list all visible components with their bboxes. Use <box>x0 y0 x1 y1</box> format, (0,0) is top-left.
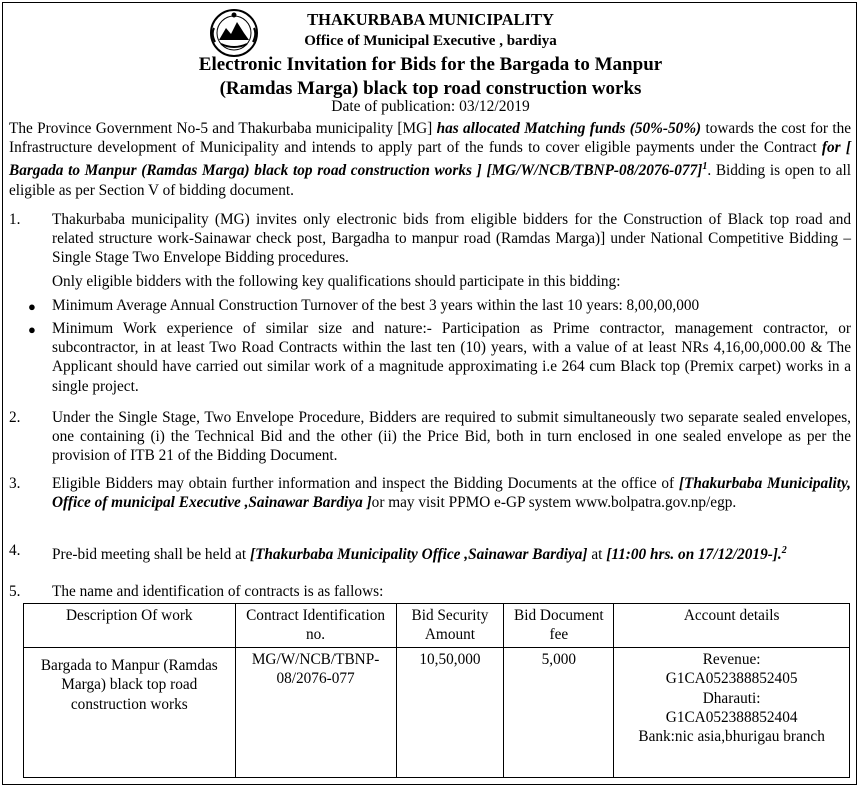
item-1-text: Thakurbaba municipality (MG) invites only electronic bids from eligible bidders for the Construction of Black top road and related structure work-Sainawar check post, Bargadha to manpur road (Ramdas Marga)] under National Competitive Bidding – Single Stage Two Envelope Bidding procedures. <box>52 211 851 267</box>
column-header: Contract Identification no. <box>235 604 396 648</box>
intro-paragraph: The Province Government No-5 and Thakurbaba municipality [MG] has allocated Matching funds (50%-50%) towards the cost for the Infrastructure development of Municipality and intends to apply part of the funds to cover eligible payments under the Contract for [ Bargada to Manpur (Ramdas Marga) black top road construction works ] [MG/W/NCB/TBNP-08/2076-077]$^1$. Bidding is open to all eligible as per Section V of bidding document. <box>9 120 852 199</box>
column-header: Bid Security Amount <box>396 604 504 648</box>
contract-id-cell: MG/W/NCB/TBNP-08/2076-077 <box>235 647 396 777</box>
item-1-sub: Only eligible bidders with the following key qualifications should participate in this bidding: <box>52 273 621 290</box>
item-5-text: The name and identification of contracts is as fallows: <box>52 583 384 600</box>
account-line: Dharauti: <box>702 689 761 707</box>
bid-security-cell: 10,50,000 <box>396 647 504 777</box>
bullet-icon: ● <box>28 299 36 314</box>
publication-date: Date of publication: 03/12/2019 <box>331 98 530 115</box>
bid-fee-cell: 5,000 <box>504 647 614 777</box>
org-name: THAKURBABA MUNICIPALITY <box>307 10 554 29</box>
account-line: G1CA052388852405 <box>665 670 798 688</box>
item-2-text: Under the Single Stage, Two Envelope Procedure, Bidders are required to submit simultaneously two separate sealed envelopes, one containing (i) the Technical Bid and the other (ii) the Price Bid, both in turn enclosed in one sealed envelope as per the provision of ITB 21 of the Bidding Document. <box>52 409 851 465</box>
work-description-cell: Bargada to Manpur (Ramdas Marga) black top road construction works <box>24 647 236 777</box>
account-line: G1CA052388852404 <box>665 709 798 727</box>
contracts-table <box>23 603 850 778</box>
account-line: Bank:nic asia,bhurigau branch <box>638 728 825 746</box>
column-header: Bid Document fee <box>504 604 614 648</box>
item-number-2: 2. <box>9 409 21 426</box>
item-number-3: 3. <box>9 475 21 492</box>
item-4-text: Pre-bid meeting shall be held at [Thakurbaba Municipality Office ,Sainawar Bardiya] at [11:00 hrs. on 17/12/2019-].$^2$ <box>52 545 787 564</box>
column-header: Description Of work <box>24 604 236 648</box>
item-3-text: Eligible Bidders may obtain further information and inspect the Bidding Documents at the office of [Thakurbaba Municipality, Office of municipal Executive ,Sainawar Bardiya ]or may visit PPMO e-GP system www.bolpatra.gov.np/egp. <box>52 475 851 512</box>
account-details-cell <box>614 647 850 777</box>
table-row <box>24 647 850 777</box>
account-line: Revenue: <box>702 650 761 668</box>
bullet-1-text: Minimum Average Annual Construction Turnover of the best 3 years within the last 10 years: 8,00,00,000 <box>52 297 700 314</box>
notice-title-line1: Electronic Invitation for Bids for the Bargada to Manpur <box>198 54 663 75</box>
table-header-row <box>24 604 850 648</box>
item-number-5: 5. <box>9 583 21 600</box>
bullet-2-text: Minimum Work experience of similar size and nature:- Participation as Prime contractor, management contractor, or subcontractor, in at least Two Road Contracts within the last ten (10) years, with a value of at least NRs 4,16,00,000.00 & The Applicant should have carried out similar work of a magnitude approximating i.e 264 cum Black top (Premix carpet) works in a single project. <box>52 320 851 395</box>
item-number-4: 4. <box>9 542 21 559</box>
notice-title-line2: (Ramdas Marga) black top road construction works <box>219 78 642 99</box>
column-header: Account details <box>614 604 850 648</box>
bullet-icon: ● <box>28 322 36 337</box>
item-number-1: 1. <box>9 211 21 228</box>
office-name: Office of Municipal Executive , bardiya <box>304 33 557 49</box>
